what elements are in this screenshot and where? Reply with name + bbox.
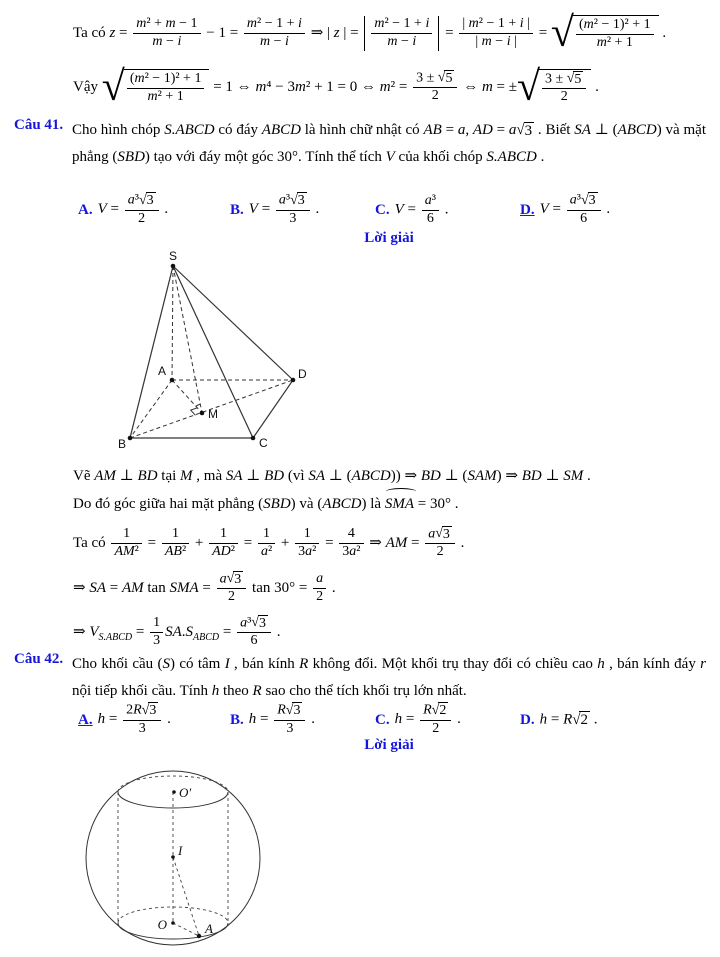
option-41-a	[78, 188, 168, 232]
question-42-label: Câu 42.	[14, 651, 64, 667]
solution-41-line-5: ⇒ $V_{S.ABCD}$ = $\frac{1}{3}$ $SA.S_{ABCD}$ = a³ √ 3 6 .	[73, 615, 281, 649]
option-42-d-letter: D.	[520, 711, 535, 728]
solution-41-line-2: Do đó góc giữa hai mặt phẳng (SBD) và (ABCD) là SMA = 30° .	[73, 492, 458, 516]
option-42-d	[520, 698, 597, 742]
option-41-c	[375, 188, 448, 232]
question-42-statement: Cho khối cầu (S) có tâm I , bán kính R không đổi. Một khối trụ thay đổi có chiều cao h , bán kính đáy r nội tiếp khối cầu. Tính h theo R sao cho thể tích khối trụ lớn nhất.	[72, 656, 707, 699]
option-42-c-letter: C.	[375, 711, 390, 728]
option-41-a-value: V = a³ √ 3 2 .	[97, 192, 169, 226]
vertex-label-d: D	[298, 367, 307, 381]
question-41-label: Câu 41.	[14, 117, 64, 133]
vertex-label-s: S	[168, 250, 178, 263]
option-41-d	[520, 188, 610, 232]
point-label-o-prime: O′	[179, 785, 192, 800]
point-label-o: O	[157, 917, 167, 932]
option-41-d-letter: D.	[520, 201, 535, 218]
solution-41-line-3: Ta có $\frac{1}{\text{AM²}}$ = $\frac{1}{\text{AB²}}$ + $\frac{1}{\text{AD²}}$ = $\frac{1}{\text{a²}}$ + $\frac{1}{\text{3a²}}$ = $\frac{4}{\text{3a²}}$ ⇒ AM = a √ 3 2 .	[73, 526, 465, 560]
question-41-statement: Cho hình chóp S.ABCD có đáy ABCD là hình chữ nhật có AB = a, AD = a √ 3 . Biết SA ⊥ (ABCD) và mặt phẳng (SBD) tạo với đáy một góc 30°. Tính thể tích V của khối chóp S.ABCD .	[72, 122, 706, 165]
option-42-b	[230, 698, 315, 742]
option-41-b-value: V = a³ √ 3 3 .	[248, 192, 320, 226]
point-label-i: I	[178, 843, 183, 858]
option-41-a-letter: A.	[78, 201, 93, 218]
solution-heading-42: Lời giải	[364, 737, 414, 753]
vertex-label-m: M	[208, 407, 218, 421]
option-42-b-letter: B.	[230, 711, 244, 728]
option-42-c-value: h = R √ 2 2 .	[394, 702, 461, 736]
option-42-c	[375, 698, 461, 742]
question-41	[0, 117, 720, 171]
option-41-c-letter: C.	[375, 201, 390, 218]
vertex-label-c: C	[259, 436, 268, 450]
vertex-label-a: A	[157, 364, 166, 378]
pyramid-figure	[100, 250, 320, 460]
solution-heading-41: Lời giải	[364, 230, 414, 246]
option-41-d-value: V = a³ √ 3 6 .	[539, 192, 611, 226]
option-42-b-value: h = R √ 3 3 .	[248, 702, 315, 736]
solution-41-line-4: ⇒ SA = AM tan SMA = a √ 3 2 tan 30° = $\frac{a}{2}$ .	[73, 571, 336, 605]
vertex-label-b: B	[117, 437, 127, 451]
option-42-a-value: h = 2R √ 3 3 .	[97, 702, 171, 736]
point-label-a: A	[205, 921, 213, 936]
pyramid-svg	[100, 250, 320, 460]
question-42-options	[0, 698, 720, 742]
question-41-options	[0, 188, 720, 232]
solution-41-line-1: Vẽ AM ⊥ BD tại M , mà SA ⊥ BD (vì SA ⊥ (ABCD)) ⇒ BD ⊥ (SAM) ⇒ BD ⊥ SM .	[73, 468, 591, 484]
question-42	[0, 651, 720, 705]
option-41-b-letter: B.	[230, 201, 244, 218]
option-42-d-value: h = R √ 2 .	[539, 711, 598, 728]
intro-equation-1: Ta có z = $\frac{\text{m² + m − 1}}{m - i}$ − 1 = $\frac{\text{m² − 1 + i}}{m - i}$ ⇒ | z | = $\frac{\text{m² − 1 + i}}{m - i}$ = $\frac{\text{| m² − 1 + i |}}{| m - i |}$ = √ $\frac{\text{(m² − 1)² + 1}}{\text{m² + 1}}$ .	[73, 9, 667, 56]
option-42-a-letter: A.	[78, 711, 93, 728]
option-41-c-value: V = $\frac{\text{a³}}{6}$ .	[394, 192, 449, 226]
option-41-b	[230, 188, 319, 232]
sphere-svg	[85, 769, 265, 957]
option-42-a	[78, 698, 171, 742]
sphere-cylinder-figure	[85, 769, 265, 957]
intro-equation-2: Vậy √ $\frac{\text{(m² − 1)² + 1}}{\text{m² + 1}}$ = 1 ⇔ m⁴ − 3m² + 1 = 0 ⇔ m² = 3 ± √ 5 2 ⇔ m = ± √ 3 ± √ 5 2 .	[73, 63, 599, 110]
